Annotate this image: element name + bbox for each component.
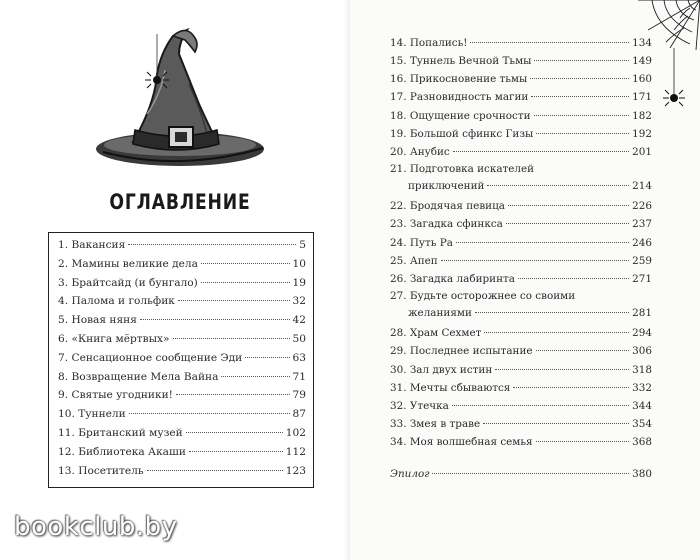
toc-entry[interactable] <box>390 52 652 70</box>
dot-leader <box>432 473 629 474</box>
toc-entry[interactable] <box>58 443 306 462</box>
toc-entry-title: 15. Туннель Вечной Тьмы <box>390 55 532 68</box>
toc-entry-page: 5 <box>299 239 306 251</box>
toc-entry-title: 4. Палома и гольфик <box>58 295 175 308</box>
dot-leader <box>178 300 290 301</box>
toc-entry-title: 7. Сенсационное сообщение Эди <box>58 351 243 364</box>
toc-entry-page: 246 <box>632 236 652 249</box>
dot-leader <box>221 376 289 377</box>
toc-entry-page: 271 <box>632 272 652 285</box>
toc-entry-page: 259 <box>632 254 652 267</box>
toc-entry-title: 30. Зал двух истин <box>390 363 493 376</box>
toc-entry-page: 19 <box>292 276 306 289</box>
dot-leader <box>173 338 290 339</box>
dot-leader <box>129 413 290 414</box>
toc-entry[interactable] <box>58 255 306 274</box>
toc-entry[interactable] <box>390 324 652 342</box>
dot-leader <box>484 332 629 333</box>
toc-entry-title: 11. Британский музей <box>58 426 183 439</box>
toc-entry[interactable] <box>390 288 652 324</box>
toc-entry-title: 23. Загадка сфинкса <box>390 218 503 231</box>
toc-entry-page: 171 <box>632 91 652 104</box>
dot-leader <box>536 441 630 442</box>
dot-leader <box>453 151 629 152</box>
toc-entry[interactable] <box>58 274 306 293</box>
toc-epilogue[interactable] <box>390 465 652 483</box>
toc-entry[interactable] <box>390 433 652 451</box>
toc-list-right <box>390 34 652 483</box>
toc-entry-title: 32. Утечка <box>390 399 449 412</box>
dot-leader <box>531 96 629 97</box>
dot-leader <box>534 60 629 61</box>
toc-entry[interactable] <box>390 34 652 52</box>
watermark: bookclub.by <box>14 512 178 542</box>
toc-entry-page: 294 <box>632 327 652 340</box>
toc-entry-page: 306 <box>632 345 652 358</box>
toc-entry-page: 182 <box>632 109 652 122</box>
toc-entry-title: 16. Прикосновение тьмы <box>390 73 528 86</box>
toc-entry-title: Эпилог <box>390 468 430 481</box>
toc-entry-page: 50 <box>292 332 306 345</box>
toc-entry-title: 28. Храм Сехмет <box>390 327 482 340</box>
toc-entry[interactable] <box>58 330 306 349</box>
dot-leader <box>513 387 629 388</box>
toc-entry-page: 63 <box>292 351 306 364</box>
toc-entry[interactable] <box>58 311 306 330</box>
toc-entry-title: 31. Мечты сбываются <box>390 381 511 394</box>
toc-entry-page: 192 <box>632 127 652 140</box>
toc-entry-title: 13. Посетитель <box>58 464 144 477</box>
toc-entry-page: 281 <box>632 306 652 319</box>
toc-entry[interactable] <box>390 143 652 161</box>
toc-entry-page: 237 <box>632 218 652 231</box>
toc-entry-page: 32 <box>292 295 306 308</box>
toc-entry-page: 71 <box>292 370 306 383</box>
toc-heading: ОГЛАВЛЕНИЕ <box>109 190 251 214</box>
toc-entry-title: 6. «Книга мёртвых» <box>58 332 170 345</box>
toc-entry-page: 160 <box>632 73 652 86</box>
toc-entry-title: 8. Возвращение Мела Вайна <box>58 370 219 383</box>
toc-entry-title: 12. Библиотека Акаши <box>58 445 186 458</box>
toc-entry[interactable] <box>390 125 652 143</box>
toc-entry-title: 21. Подготовка искателей <box>390 162 535 175</box>
dot-leader <box>487 185 629 186</box>
dot-leader <box>201 282 290 283</box>
toc-entry-title: 24. Путь Ра <box>390 236 453 249</box>
toc-entry-page: 134 <box>632 37 652 49</box>
toc-entry-title: 25. Апеп <box>390 254 438 267</box>
dot-leader <box>495 369 629 370</box>
toc-entry[interactable] <box>390 397 652 415</box>
dot-leader <box>518 278 629 279</box>
toc-entry[interactable] <box>390 88 652 106</box>
toc-entry[interactable] <box>58 368 306 387</box>
toc-entry[interactable] <box>390 361 652 379</box>
toc-entry-title: 34. Моя волшебная семья <box>390 436 533 449</box>
toc-entry[interactable] <box>390 234 652 252</box>
toc-entry-title: 10. Туннели <box>58 408 126 421</box>
toc-entry-title: 19. Большой сфинкс Гизы <box>390 127 534 140</box>
toc-entry[interactable] <box>390 252 652 270</box>
toc-entry-page: 344 <box>632 399 652 412</box>
dot-leader <box>534 115 630 116</box>
toc-entry-title: 5. Новая няня <box>58 314 137 327</box>
dot-leader <box>189 451 283 452</box>
toc-entry[interactable] <box>58 462 306 481</box>
toc-entry-title: 22. Бродячая певица <box>390 200 505 213</box>
toc-entry[interactable] <box>58 292 306 311</box>
toc-entry-title: 17. Разновидность магии <box>390 91 529 104</box>
toc-entry[interactable] <box>390 70 652 88</box>
toc-entry-page: 226 <box>632 200 652 213</box>
toc-entry-page: 10 <box>292 257 306 270</box>
dot-leader <box>441 260 629 261</box>
toc-list-left <box>58 236 306 480</box>
toc-entry[interactable] <box>58 236 306 255</box>
toc-entry-page: 112 <box>285 445 306 458</box>
toc-entry-title: 9. Святые угодники! <box>58 389 173 402</box>
toc-entry-title: 1. Вакансия <box>58 239 126 251</box>
toc-entry[interactable] <box>58 386 306 405</box>
toc-entry-page: 79 <box>292 389 306 402</box>
toc-entry-page: 42 <box>292 314 306 327</box>
toc-entry[interactable] <box>390 215 652 233</box>
dot-leader <box>147 470 283 471</box>
dot-leader <box>245 357 289 358</box>
toc-entry[interactable] <box>390 107 652 125</box>
toc-entry-title: 29. Последнее испытание <box>390 345 533 358</box>
toc-entry-page: 201 <box>632 145 652 158</box>
toc-entry-title: 26. Загадка лабиринта <box>390 272 515 285</box>
toc-entry-page: 354 <box>632 417 652 430</box>
toc-entry-page: 123 <box>285 464 306 477</box>
dot-leader <box>456 242 629 243</box>
toc-entry[interactable] <box>58 349 306 368</box>
toc-entry-title: 33. Змея в траве <box>390 417 481 430</box>
dot-leader <box>128 244 296 245</box>
toc-entry-title: 20. Анубис <box>390 145 450 158</box>
toc-entry-title: 27. Будьте осторожнее со своими <box>390 289 576 302</box>
toc-entry-page: 149 <box>632 55 652 68</box>
dot-leader <box>470 42 629 43</box>
toc-entry-title-cont: желаниями <box>408 306 472 319</box>
toc-entry-page: 368 <box>632 436 652 449</box>
toc-entry-page: 102 <box>285 426 306 439</box>
toc-entry-title-cont: приключений <box>408 179 485 192</box>
toc-entry-page: 380 <box>632 468 652 481</box>
dot-leader <box>140 319 290 320</box>
dot-leader <box>452 405 629 406</box>
dot-leader <box>506 223 629 224</box>
toc-entry[interactable] <box>390 342 652 360</box>
toc-entry-title: 3. Брайтсайд (и бунгало) <box>58 276 198 289</box>
toc-entry[interactable] <box>390 270 652 288</box>
toc-entry[interactable] <box>390 161 652 197</box>
dot-leader <box>536 133 629 134</box>
toc-entry[interactable] <box>390 415 652 433</box>
toc-entry-title: 14. Попались! <box>390 37 468 49</box>
toc-entry[interactable] <box>390 379 652 397</box>
dot-leader <box>201 263 290 264</box>
dot-leader <box>176 394 290 395</box>
dot-leader <box>186 432 283 433</box>
toc-entry[interactable] <box>390 197 652 215</box>
toc-entry[interactable] <box>58 424 306 443</box>
dot-leader <box>508 205 629 206</box>
toc-entry-page: 214 <box>632 179 652 192</box>
toc-entry-page: 318 <box>632 363 652 376</box>
toc-entry[interactable] <box>58 405 306 424</box>
dot-leader <box>483 423 629 424</box>
dot-leader <box>530 78 629 79</box>
witch-hat-icon <box>95 14 275 184</box>
dot-leader <box>475 312 629 313</box>
dot-leader <box>536 350 630 351</box>
toc-entry-page: 332 <box>632 381 652 394</box>
toc-entry-title: 2. Мамины великие дела <box>58 257 198 270</box>
toc-entry-page: 87 <box>292 408 306 421</box>
toc-entry-title: 18. Ощущение срочности <box>390 109 531 122</box>
